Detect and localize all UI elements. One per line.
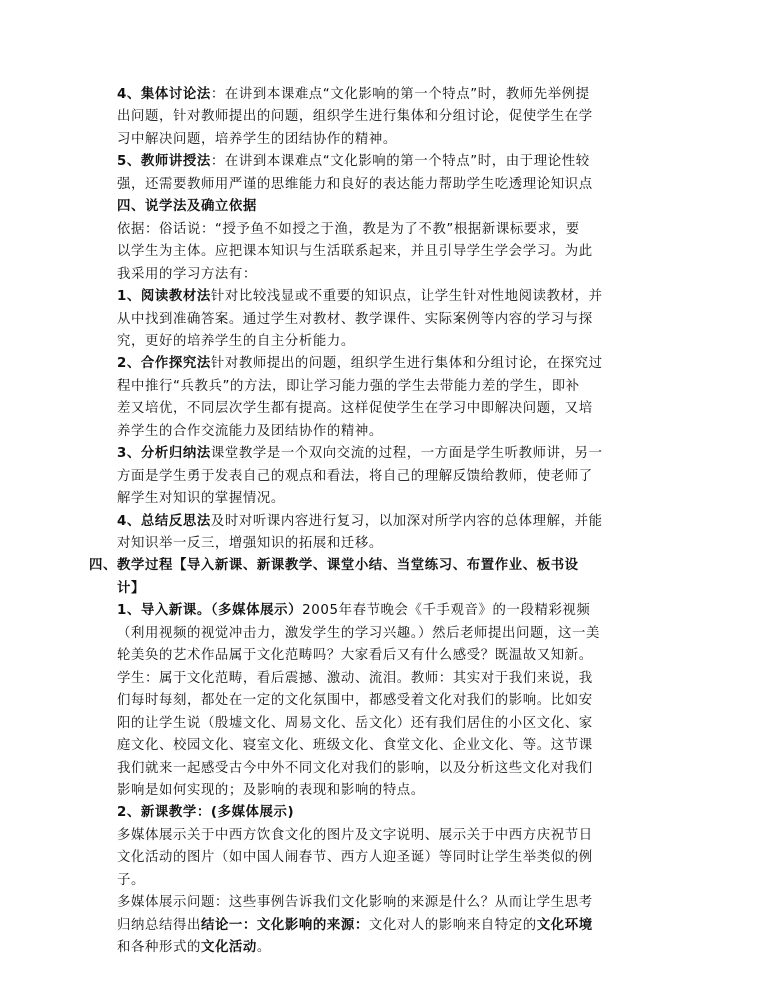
text-line: 4、总结反思法及时对听课内容进行复习，以加深对所学内容的总体理解，并能 (117, 513, 603, 529)
text-line: 方面是学生勇于发表自己的观点和看法，将自己的理解反馈给教师，使老师了 (117, 468, 593, 484)
text-line: 对知识举一反三，增强知识的拓展和迁移。 (117, 536, 383, 551)
text-line: 究，更好的培养学生的自主分析能力。 (117, 333, 355, 349)
text-line: 3、分析归纳法课堂教学是一个双向交流的过程，一方面是学生听教师讲，另一 (117, 446, 603, 462)
text-line: 多媒体展示问题：这些事例告诉我们文化影响的来源是什么？从而让学生思考 (117, 895, 593, 911)
text-line: 我们就来一起感受古今中外不同文化对我们的影响，以及分析这些文化对我们 (117, 760, 593, 776)
text-line: （利用视频的视觉冲击力，激发学生的学习兴趣。）然后老师提出问题，这一美 (117, 625, 600, 641)
text-line: 1、导入新课。（多媒体展示）2005年春节晚会《千手观音》的一段精彩视频 (117, 603, 591, 619)
text-line: 文化活动的图片（如中国人闹春节、西方人迎圣诞）等同时让学生举类似的例 (117, 850, 593, 866)
text-line: 子。 (117, 872, 145, 888)
text-line: 解学生对知识的掌握情况。 (117, 491, 285, 507)
text-line: 2、合作探究法针对教师提出的问题，组织学生进行集体和分组讨论，在探究过 (117, 356, 603, 372)
text-line: 4、集体讨论法：在讲到本课难点“文化影响的第一个特点”时，教师先举例提 (117, 87, 590, 102)
text-line: 阳的让学生说（殷墟文化、周易文化、岳文化）还有我们居住的小区文化、家 (117, 715, 593, 731)
text-line: 归纳总结得出结论一：文化影响的来源：文化对人的影响来自特定的文化环境 (117, 917, 593, 933)
text-line: 学生：属于文化范畴，看后震撼、激动、流泪。教师：其实对于我们来说，我 (117, 670, 593, 686)
text-line: 轮美奂的艺术作品属于文化范畴吗？大家看后又有什么感受？既温故又知新。 (117, 648, 593, 664)
text-line: 养学生的合作交流能力及团结协作的精神。 (117, 423, 383, 439)
text-line: 强，还需要教师用严谨的思维能力和良好的表达能力帮助学生吃透理论知识点 (117, 176, 593, 192)
text-line: 四、教学过程【导入新课、新课教学、课堂小结、当堂练习、布置作业、板书设 (89, 558, 579, 574)
text-line: 从中找到准确答案。通过学生对教材、教学课件、实际案例等内容的学习与探 (117, 311, 593, 327)
text-line: 们每时每刻，都处在一定的文化氛围中，都感受着文化对我们的影响。比如安 (117, 693, 593, 709)
text-line: 庭文化、校园文化、寝室文化、班级文化、食堂文化、企业文化、等。这节课 (117, 738, 593, 754)
text-line: 程中推行“兵教兵”的方法，即让学习能力强的学生去带能力差的学生，即补 (117, 378, 580, 394)
text-line: 1、阅读教材法针对比较浅显或不重要的知识点，让学生针对性地阅读教材，并 (117, 289, 603, 305)
text-line: 和各种形式的文化活动。 (117, 940, 271, 956)
text-line: 四、说学法及确立依据 (117, 199, 257, 215)
text-line: 多媒体展示关于中西方饮食文化的图片及文字说明、展示关于中西方庆祝节日 (117, 827, 593, 843)
text-line: 习中解决问题，培养学生的团结协作的精神。 (117, 131, 397, 147)
text-line: 5、教师讲授法：在讲到本课难点“文化影响的第一个特点”时，由于理论性较 (117, 154, 590, 170)
text-line: 我采用的学习方法有： (117, 266, 257, 282)
text-line: 以学生为主体。应把课本知识与生活联系起来，并且引导学生学会学习。为此 (117, 244, 593, 260)
text-line: 计】 (117, 580, 145, 596)
text-line: 影响是如何实现的；及影响的表现和影响的特点。 (117, 782, 425, 798)
text-line: 2、新课教学：(多媒体展示) (117, 805, 295, 821)
text-line: 出问题，针对教师提出的问题，组织学生进行集体和分组讨论，促使学生在学 (117, 109, 593, 125)
text-line: 依据：俗话说：“授予鱼不如授之于渔，教是为了不教”根据新课标要求，要 (117, 221, 580, 237)
text-line: 差又培优，不同层次学生都有提高。这样促使学生在学习中即解决问题，又培 (117, 401, 593, 417)
